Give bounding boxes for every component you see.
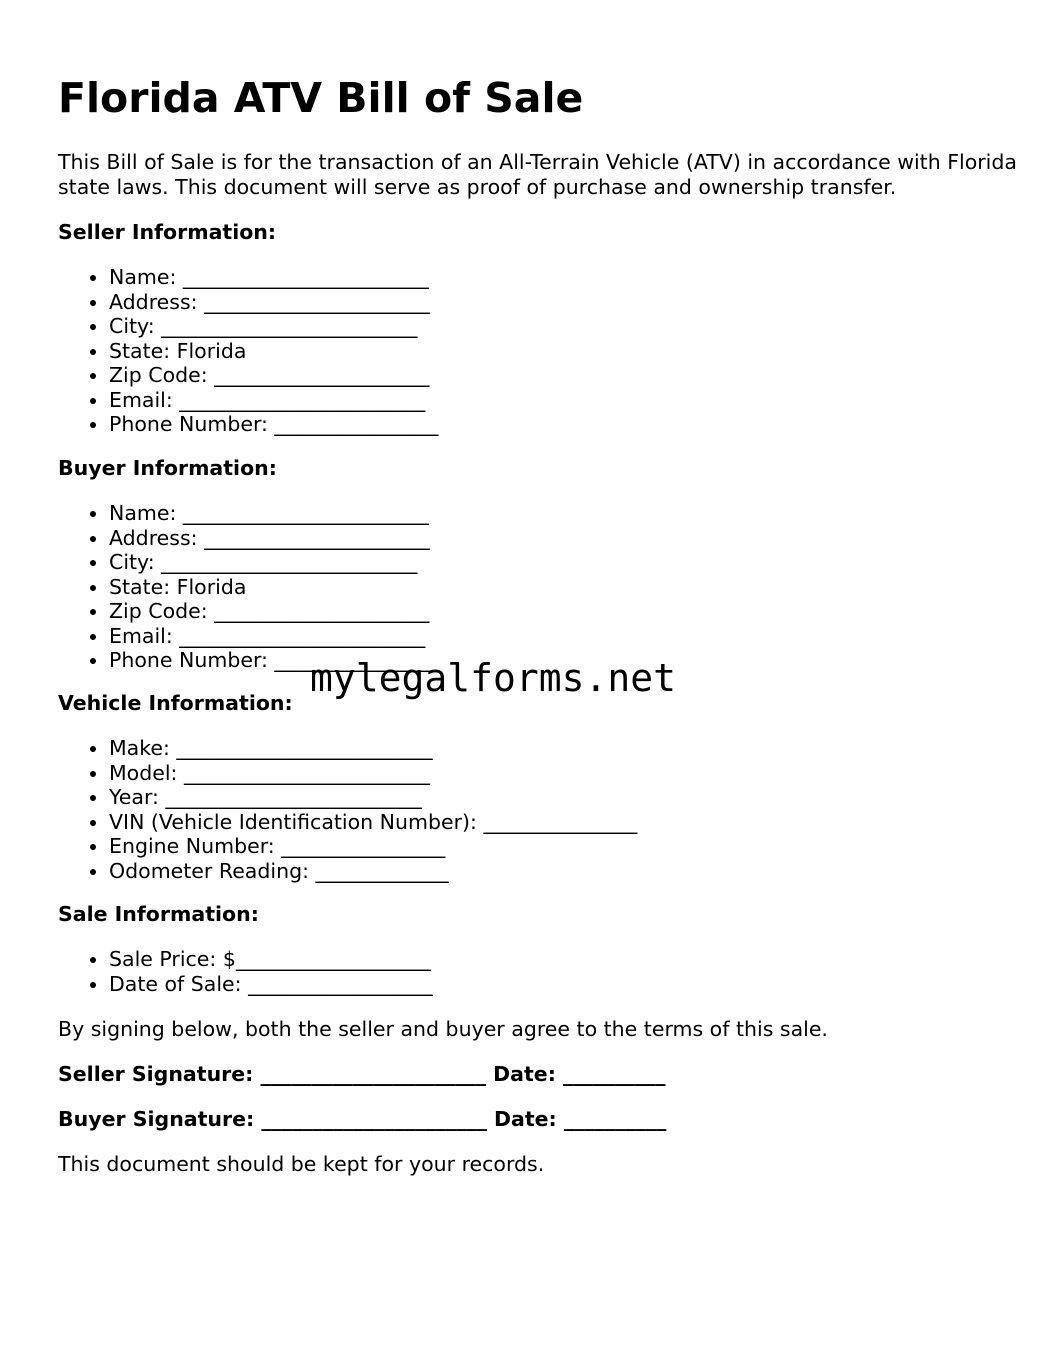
buyer-email-field: • Email: ________________________ xyxy=(109,624,438,649)
vehicle-vin-field: • VIN (Vehicle Identification Number): _______________ xyxy=(109,810,637,835)
buyer-city-field: • City: _________________________ xyxy=(109,550,438,575)
sale-date-field: • Date of Sale: __________________ xyxy=(109,972,433,997)
agreement-text: By signing below, both the seller and buyer agree to the terms of this sale. xyxy=(58,1017,828,1041)
seller-fields xyxy=(58,265,438,437)
vehicle-fields xyxy=(58,736,637,883)
seller-heading: Seller Information: xyxy=(58,220,277,244)
seller-city-field: • City: _________________________ xyxy=(109,314,438,339)
watermark-text: mylegalforms.net xyxy=(310,656,677,700)
buyer-state-field: • State: Florida xyxy=(109,575,438,600)
sale-price-field: • Sale Price: $___________________ xyxy=(109,947,433,972)
vehicle-heading: Vehicle Information: xyxy=(58,691,293,715)
buyer-signature-line: Buyer Signature: ______________________ Date: __________ xyxy=(58,1107,667,1131)
buyer-fields xyxy=(58,501,438,673)
seller-email-field: • Email: ________________________ xyxy=(109,388,438,413)
vehicle-model-field: • Model: ________________________ xyxy=(109,761,637,786)
seller-state-field: • State: Florida xyxy=(109,339,438,364)
vehicle-year-field: • Year: _________________________ xyxy=(109,785,637,810)
document-title: Florida ATV Bill of Sale xyxy=(58,74,584,122)
sale-fields xyxy=(58,947,433,996)
seller-address-field: • Address: ______________________ xyxy=(109,290,438,315)
buyer-phone-field: • Phone Number: ________________ xyxy=(109,648,438,673)
vehicle-engine-field: • Engine Number: ________________ xyxy=(109,834,637,859)
intro-paragraph: This Bill of Sale is for the transaction of an All-Terrain Vehicle (ATV) in accordance with Florida state laws. This document will serve as proof of purchase and ownership transfer. xyxy=(58,150,1017,199)
buyer-zip-field: • Zip Code: _____________________ xyxy=(109,599,438,624)
sale-heading: Sale Information: xyxy=(58,902,259,926)
vehicle-odometer-field: • Odometer Reading: _____________ xyxy=(109,859,637,884)
buyer-heading: Buyer Information: xyxy=(58,456,277,480)
seller-signature-line: Seller Signature: ______________________ Date: __________ xyxy=(58,1062,666,1086)
seller-name-field: • Name: ________________________ xyxy=(109,265,438,290)
seller-phone-field: • Phone Number: ________________ xyxy=(109,412,438,437)
footer-note: This document should be kept for your records. xyxy=(58,1152,545,1176)
vehicle-make-field: • Make: _________________________ xyxy=(109,736,637,761)
seller-zip-field: • Zip Code: _____________________ xyxy=(109,363,438,388)
buyer-name-field: • Name: ________________________ xyxy=(109,501,438,526)
buyer-address-field: • Address: ______________________ xyxy=(109,526,438,551)
